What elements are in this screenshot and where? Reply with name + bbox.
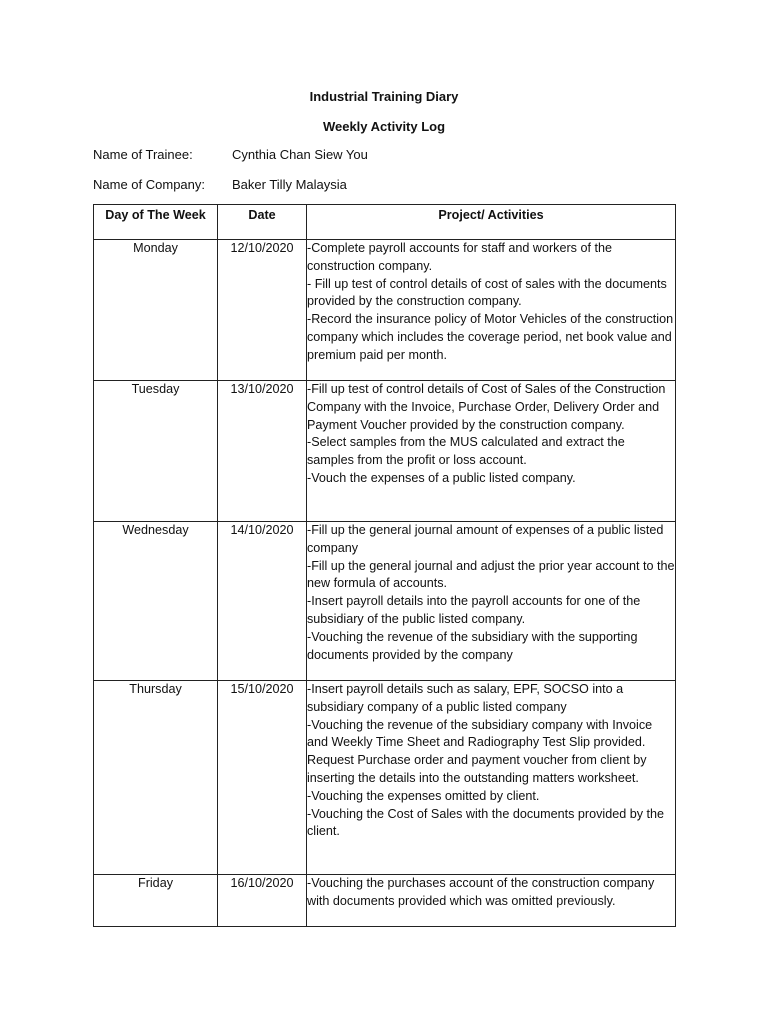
activity-item: -Insert payroll details such as salary, EPF, SOCSO into a subsidiary company of a public listed company bbox=[307, 682, 624, 714]
activity-item: -Select samples from the MUS calculated and extract the samples from the profit or loss account. bbox=[307, 435, 625, 468]
table-row bbox=[94, 681, 676, 875]
table-row bbox=[94, 381, 676, 522]
activities-cell bbox=[307, 681, 676, 875]
date-cell: 12/10/2020 bbox=[218, 240, 307, 381]
activities-cell bbox=[307, 240, 676, 381]
activity-item: -Vouching the purchases account of the construction company with documents provided which was omitted previously. bbox=[307, 876, 655, 908]
company-label: Name of Company: bbox=[93, 177, 205, 192]
column-header-activities: Project/ Activities bbox=[307, 205, 676, 240]
trainee-label: Name of Trainee: bbox=[93, 147, 193, 162]
activity-item: - Fill up test of control details of cost of sales with the documents provided by the construction company. bbox=[307, 276, 667, 309]
activity-item: -Fill up the general journal and adjust the prior year account to the new formula of accounts. bbox=[307, 558, 675, 591]
activity-item: -Complete payroll accounts for staff and workers of the construction company. bbox=[307, 241, 612, 273]
table-row bbox=[94, 240, 676, 381]
activity-item: -Vouch the expenses of a public listed company. bbox=[307, 470, 576, 485]
day-cell: Monday bbox=[94, 240, 218, 381]
date-cell: 14/10/2020 bbox=[218, 522, 307, 681]
document-subtitle: Weekly Activity Log bbox=[322, 119, 446, 134]
activity-item: -Vouching the revenue of the subsidiary with the supporting documents provided by the company bbox=[307, 629, 638, 662]
date-cell: 13/10/2020 bbox=[218, 381, 307, 522]
activity-item: -Fill up test of control details of Cost of Sales of the Construction Company with the Invoice, Purchase Order, Delivery Order and Payment Voucher provided by the construction company. bbox=[307, 382, 666, 432]
activity-item: -Vouching the expenses omitted by client. bbox=[307, 788, 540, 803]
activity-item: -Fill up the general journal amount of expenses of a public listed company bbox=[307, 523, 664, 555]
date-cell: 15/10/2020 bbox=[218, 681, 307, 875]
table-row bbox=[94, 522, 676, 681]
document-title: Industrial Training Diary bbox=[309, 89, 459, 104]
activity-item: -Vouching the Cost of Sales with the documents provided by the client. bbox=[307, 806, 665, 839]
day-cell: Thursday bbox=[94, 681, 218, 875]
company-info bbox=[93, 177, 347, 192]
activities-cell bbox=[307, 381, 676, 522]
day-cell: Wednesday bbox=[94, 522, 218, 681]
column-header-date: Date bbox=[218, 205, 307, 240]
day-cell: Friday bbox=[94, 875, 218, 927]
activity-item: -Vouching the revenue of the subsidiary company with Invoice and Weekly Time Sheet and Radiography Test Slip provided. Request Purchase order and payment voucher from client by inserting the details into the outstanding matters worksheet. bbox=[307, 717, 653, 785]
table-header-row bbox=[94, 205, 676, 240]
trainee-value: Cynthia Chan Siew You bbox=[232, 147, 368, 162]
company-value: Baker Tilly Malaysia bbox=[232, 177, 347, 192]
table-row bbox=[94, 875, 676, 927]
date-cell: 16/10/2020 bbox=[218, 875, 307, 927]
activity-log-table bbox=[93, 204, 676, 927]
column-header-day: Day of The Week bbox=[94, 205, 218, 240]
trainee-info bbox=[93, 147, 368, 162]
activities-cell bbox=[307, 875, 676, 927]
activities-cell bbox=[307, 522, 676, 681]
activity-item: -Record the insurance policy of Motor Vehicles of the construction company which includes the coverage period, net book value and premium paid per month. bbox=[307, 312, 674, 362]
activity-item: -Insert payroll details into the payroll accounts for one of the subsidiary of the public listed company. bbox=[307, 594, 641, 626]
day-cell: Tuesday bbox=[94, 381, 218, 522]
